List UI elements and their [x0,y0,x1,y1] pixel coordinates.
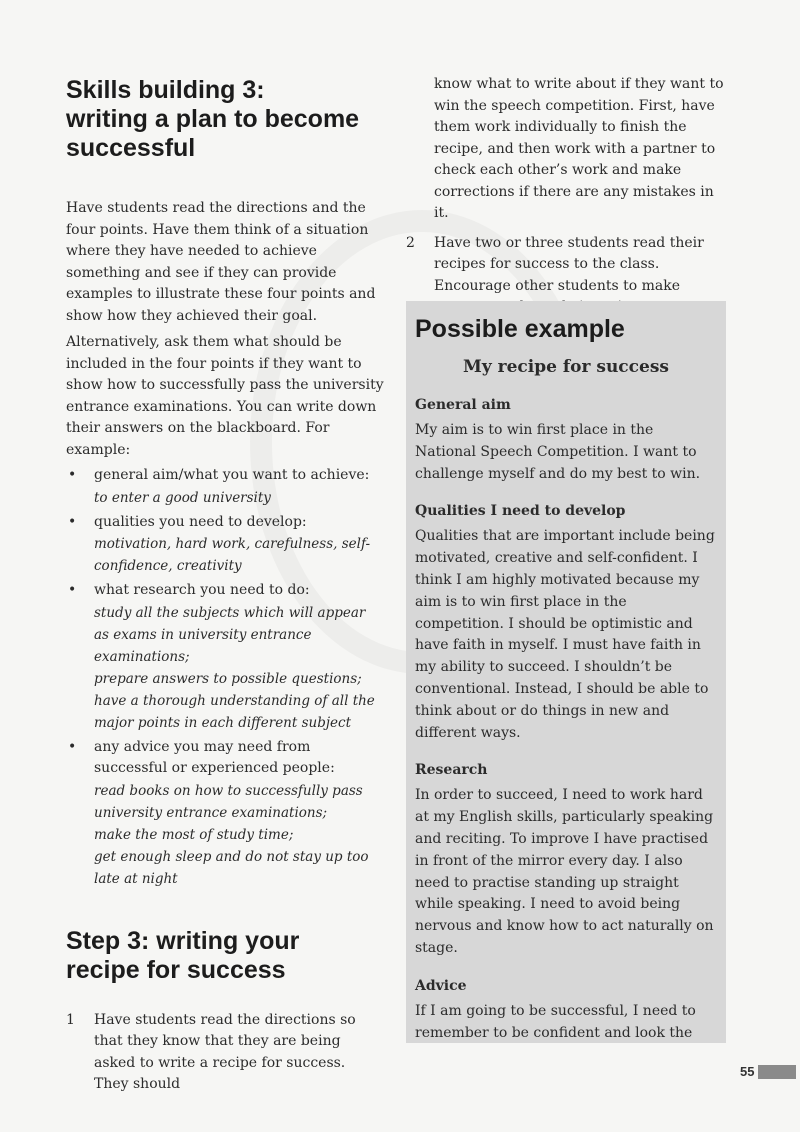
step-text: Have students read the directions so that they know that they are being asked to write a recipe for success. They should [94,1011,356,1092]
list-item-example: get enough sleep and do not stay up too late at night [94,848,369,887]
list-item-text: what research you need to do: [94,582,310,598]
list-item-example: to enter a good university [94,489,271,506]
section-body: My aim is to win first place in the National Speech Competition. I want to challenge myself and do my best to win. [415,422,701,482]
page-footer [740,1064,796,1079]
right-column [406,74,726,319]
list-item [66,580,384,734]
list-item-text: any advice you may need from successful or experienced people: [94,738,335,776]
section-heading: Research [415,762,488,779]
section-heading: Advice [415,977,467,994]
list-item-text: qualities you need to develop: [94,513,307,530]
section-body: If I am going to be successful, I need to remember to be confident and look the [415,1002,696,1041]
list-item-example: have a thorough understanding of all the major points in each different subject [94,692,375,731]
bullet-icon: • [68,738,77,755]
bullet-icon: • [68,582,77,598]
recipe-title: My recipe for success [463,357,669,377]
section-heading: General aim [415,397,511,413]
section-heading: Qualities I need to develop [415,503,626,520]
section-body: Qualities that are important include being motivated, creative and self-confident. I think I am highly motivated because my aim is to win first place in the competition. I should be optimistic and have faith in myself. I must have faith in my ability to succeed. I shouldn’t be conventional. Instead, I should be able to think about or do things in new and different ways. [415,528,715,741]
list-item-example: study all the subjects which will appear as exams in university entrance examinations; [94,604,366,665]
step-text: Have two or three students read their recipes for success to the class. Encourage other students to make [434,234,704,294]
intro-paragraph: Have students read the directions and the four points. Have them think of a situation where they have needed to achieve something and see if they can provide examples to illustrate these four points and show how they achieved their goal. [66,200,376,324]
list-item-example: read books on how to successfully pass university entrance examinations; [94,782,363,821]
heading-line: Step 3: writing your [66,926,300,955]
section-heading-step-3 [66,927,384,985]
list-item [66,512,384,578]
heading-line: successful [66,134,196,162]
left-column [66,76,384,1096]
list-item-example: make the most of study time; [94,826,294,843]
page-number-bar [758,1065,796,1079]
possible-example-box [406,301,726,1043]
heading-line: Skills building 3: [66,76,265,104]
step-number: 2 [406,234,415,251]
section-heading-skills-building [66,76,384,163]
bullet-icon: • [68,467,77,483]
alternative-paragraph: Alternatively, ask them what should be included in the four points if they want to show how to successfully pass the university entrance examinations. You can write down their answers on the blackboard. For example: [66,334,384,458]
list-item-text: general aim/what you want to achieve: [94,467,370,483]
step-number: 1 [66,1011,75,1028]
list-item [66,465,384,509]
list-item [66,737,384,890]
page-number: 55 [740,1064,755,1079]
four-points-list [66,465,384,890]
bullet-icon: • [68,513,77,530]
list-item-example: motivation, hard work, carefulness, self-confidence, creativity [94,536,371,574]
heading-line: recipe for success [66,955,286,984]
section-body: In order to succeed, I need to work hard at my English skills, particularly speaking and reciting. To improve I have practised in front of the mirror every day. I also need to practise standing up straight while speaking. I need to avoid being nervous and know how to act naturally on stage. [415,787,714,956]
numbered-step-1 [66,1010,384,1096]
box-title: Possible example [415,315,625,343]
step-1-continued: know what to write about if they want to win the speech competition. First, have them work individually to finish the recipe, and then work with a partner to check each other’s work and make corrections if there are any mistakes in it. [434,76,724,221]
heading-line: writing a plan to become [66,105,360,133]
list-item-example: prepare answers to possible questions; [94,670,362,687]
